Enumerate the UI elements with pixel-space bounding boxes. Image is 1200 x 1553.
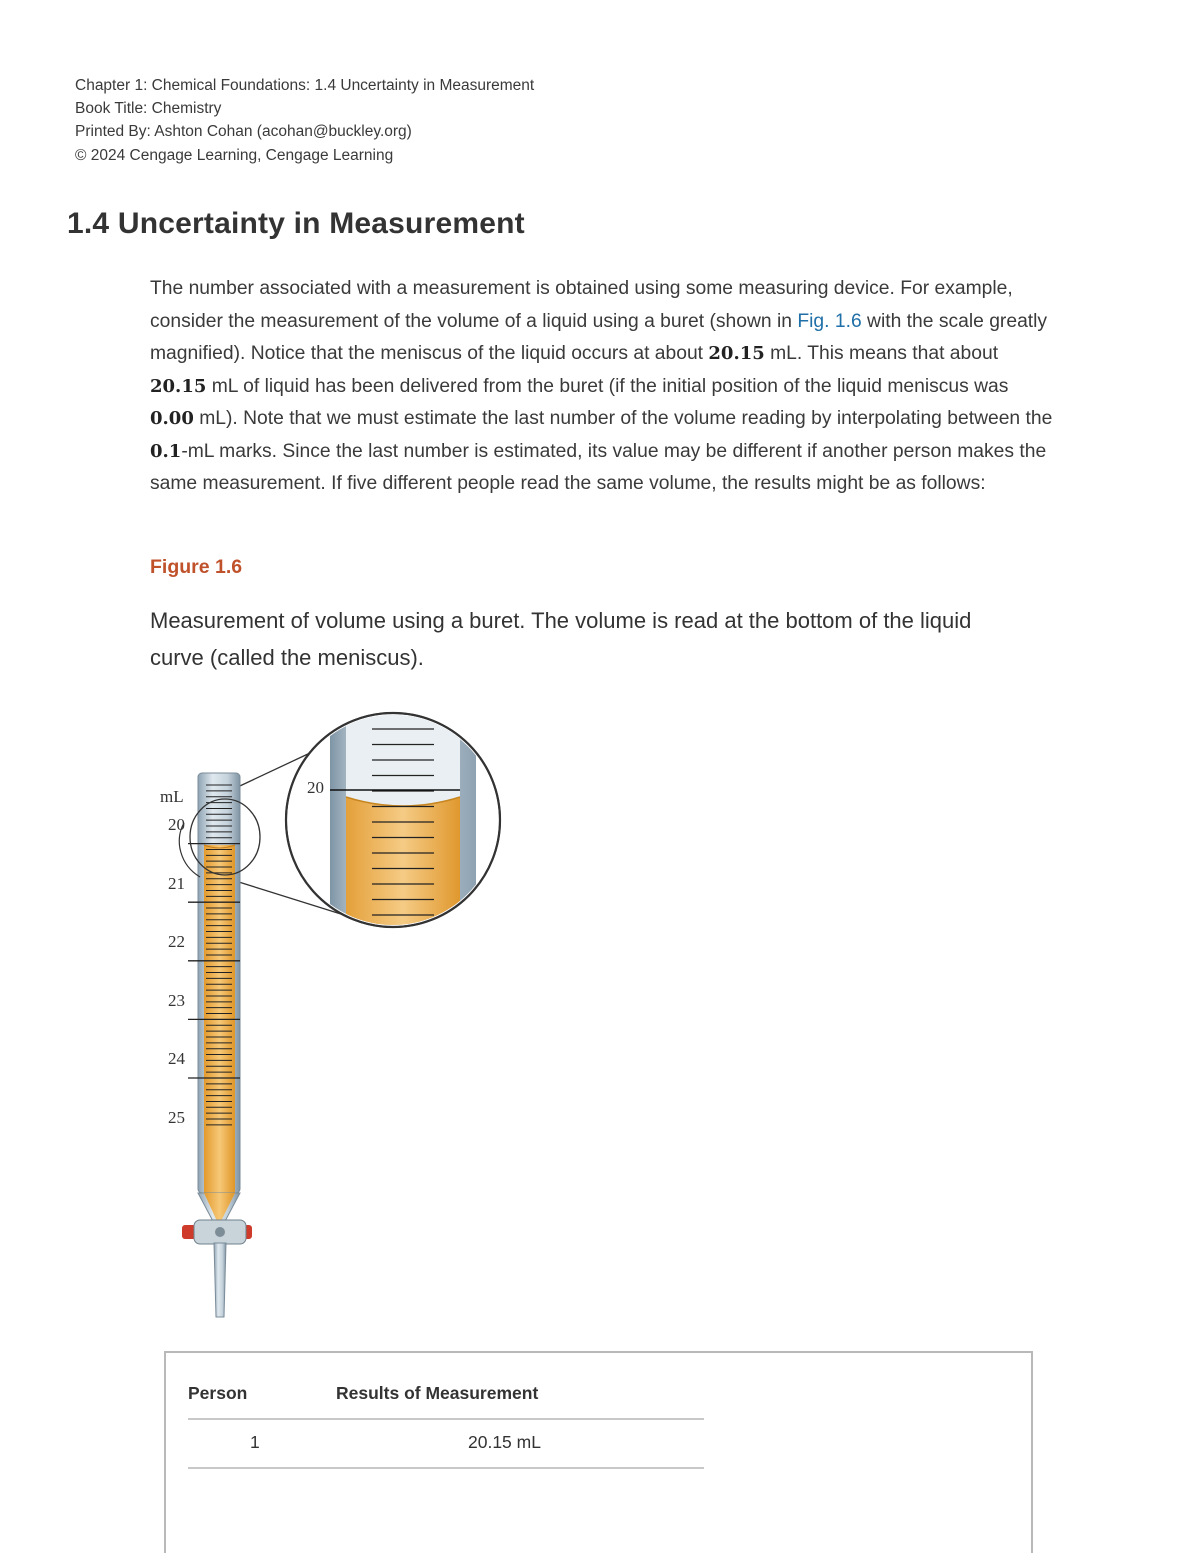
unit-label: mL [160,787,184,806]
paragraph-text: with the scale greatly magnified). Notice that the meniscus of the liquid occurs at about [150,310,1048,364]
result-cell: 20.15 mL [336,1419,704,1468]
results-table [188,1383,704,1469]
scale-label-25: 25 [168,1108,185,1127]
figure-caption: Measurement of volume using a buret. The volume is read at the bottom of the liquid curve (called the meniscus). [150,608,972,670]
scale-label-22: 22 [168,932,185,951]
scale-label-21: 21 [168,874,185,893]
person-cell: 1 [188,1419,336,1468]
paragraph-text: -mL marks. Since the last number is estimated, its value may be different if another person makes the same measurement. If five different people read the same volume, the results might be as follows: [150,440,1047,494]
scale-label-24: 24 [168,1049,185,1068]
scale-label-23: 23 [168,991,185,1010]
intro-paragraph [150,273,1055,501]
results-table-container [164,1351,1033,1553]
scale-label-20: 20 [168,815,185,834]
printed-by-line: Printed By: Ashton Cohan (acohan@buckley.org) [75,123,412,141]
paragraph-text: mL of liquid has been delivered from the buret (if the initial position of the liquid meniscus was [206,375,1009,397]
book-title-line: Book Title: Chemistry [75,100,222,118]
header-results: Results of Measurement [336,1383,704,1419]
figure-link[interactable]: Fig. 1.6 [797,310,862,332]
copyright-line: © 2024 Cengage Learning, Cengage Learning [75,146,394,164]
value-20-15: 20.15 [708,343,765,364]
scale-labels [160,787,200,1127]
figure-label: Figure 1.6 [150,556,243,578]
section-title: 1.4 Uncertainty in Measurement [67,207,525,240]
value-0-1: 0.1 [150,440,182,462]
table-row [188,1419,704,1468]
paragraph-text: mL). Note that we must estimate the last number of the volume reading by interpolating between the [193,408,1053,429]
buret-tube [182,773,252,1317]
magnified-scale-label: 20 [307,778,324,797]
paragraph-text: The number associated with a measurement is obtained using some measuring device. For example, consider the measurement of the volume of a liquid using a buret (shown in [150,278,1013,332]
print-header [75,74,534,167]
value-0-00: 0.00 [150,408,194,429]
table-header-row [188,1383,704,1419]
paragraph-text: mL. This means that about [764,343,999,364]
header-person: Person [188,1383,336,1419]
buret-illustration [150,705,530,1330]
magnified-view [286,705,500,945]
chapter-line: Chapter 1: Chemical Foundations: 1.4 Uncertainty in Measurement [75,77,535,94]
buret-figure [150,705,530,1330]
value-20-15: 20.15 [150,375,207,397]
